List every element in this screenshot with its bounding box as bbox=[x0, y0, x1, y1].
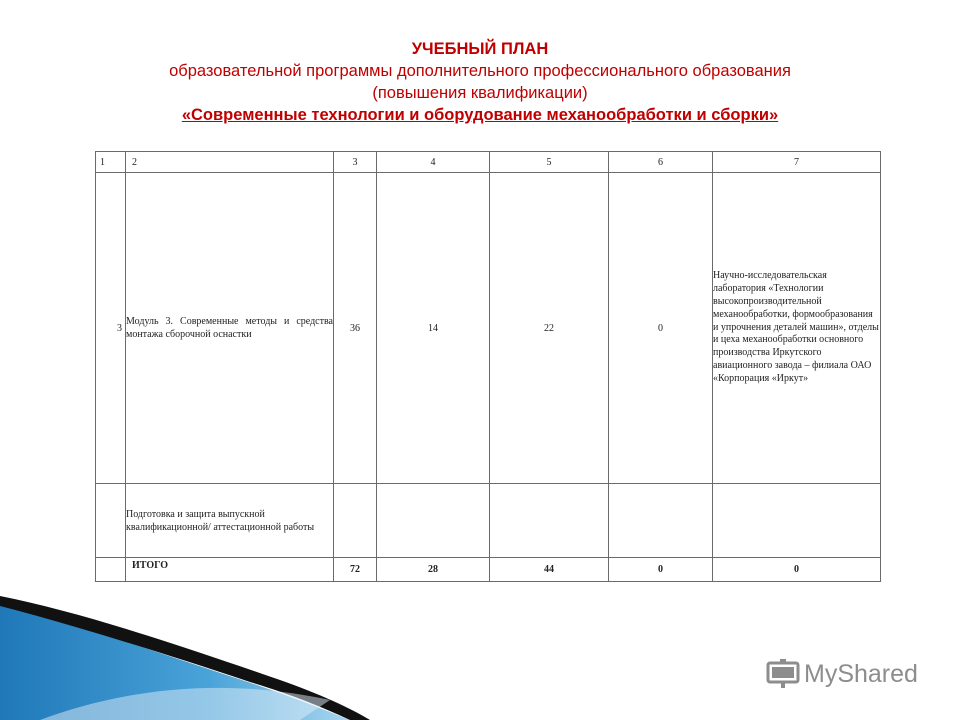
heading-subtitle: образовательной программы дополнительного профессионального образования bbox=[169, 62, 791, 80]
prep-number bbox=[96, 484, 126, 558]
module-other-hours: 0 bbox=[609, 173, 713, 484]
col-num-1: 1 bbox=[96, 152, 126, 173]
heading-qualification: (повышения квалификации) bbox=[372, 84, 588, 102]
col-num-6: 6 bbox=[609, 152, 713, 173]
col-num-7: 7 bbox=[713, 152, 881, 173]
prep-other bbox=[609, 484, 713, 558]
curriculum-table bbox=[95, 151, 881, 582]
total-other-hours: 0 bbox=[609, 558, 713, 582]
total-hours: 72 bbox=[334, 558, 377, 582]
total-lecture-hours: 28 bbox=[377, 558, 490, 582]
column-number-row bbox=[96, 152, 881, 173]
presentation-icon bbox=[766, 659, 800, 689]
module-name: Модуль 3. Современные методы и средства монтажа сборочной оснастки bbox=[126, 173, 334, 484]
table-row bbox=[96, 484, 881, 558]
heading-title: УЧЕБНЫЙ ПЛАН bbox=[411, 40, 549, 58]
prep-practice bbox=[490, 484, 609, 558]
prep-lectures bbox=[377, 484, 490, 558]
prep-name: Подготовка и защита выпускной квалификационной/ аттестационной работы bbox=[126, 484, 334, 558]
total-number bbox=[96, 558, 126, 582]
total-practice-hours: 44 bbox=[490, 558, 609, 582]
total-label: ИТОГО bbox=[126, 558, 334, 582]
document-heading bbox=[0, 38, 960, 126]
myshared-watermark bbox=[766, 657, 918, 691]
total-location: 0 bbox=[713, 558, 881, 582]
col-num-5: 5 bbox=[490, 152, 609, 173]
col-num-3: 3 bbox=[334, 152, 377, 173]
heading-program-name: «Современные технологии и оборудование механообработки и сборки» bbox=[181, 106, 779, 124]
module-lecture-hours: 14 bbox=[377, 173, 490, 484]
prep-total bbox=[334, 484, 377, 558]
col-num-4: 4 bbox=[377, 152, 490, 173]
module-practice-hours: 22 bbox=[490, 173, 609, 484]
total-row bbox=[96, 558, 881, 582]
col-num-2: 2 bbox=[126, 152, 334, 173]
module-location: Научно-исследовательская лаборатория «Технологии высокопроизводительной механообработки, формообразования и упрочнения деталей машин», отделы и цеха механообработки основного производства Иркутского авиационного завода – филиала ОАО «Корпорация «Иркут» bbox=[713, 173, 881, 484]
prep-location bbox=[713, 484, 881, 558]
module-number: 3 bbox=[96, 173, 126, 484]
module-total-hours: 36 bbox=[334, 173, 377, 484]
table-row bbox=[96, 173, 881, 484]
watermark-text: MyShared bbox=[804, 659, 918, 688]
